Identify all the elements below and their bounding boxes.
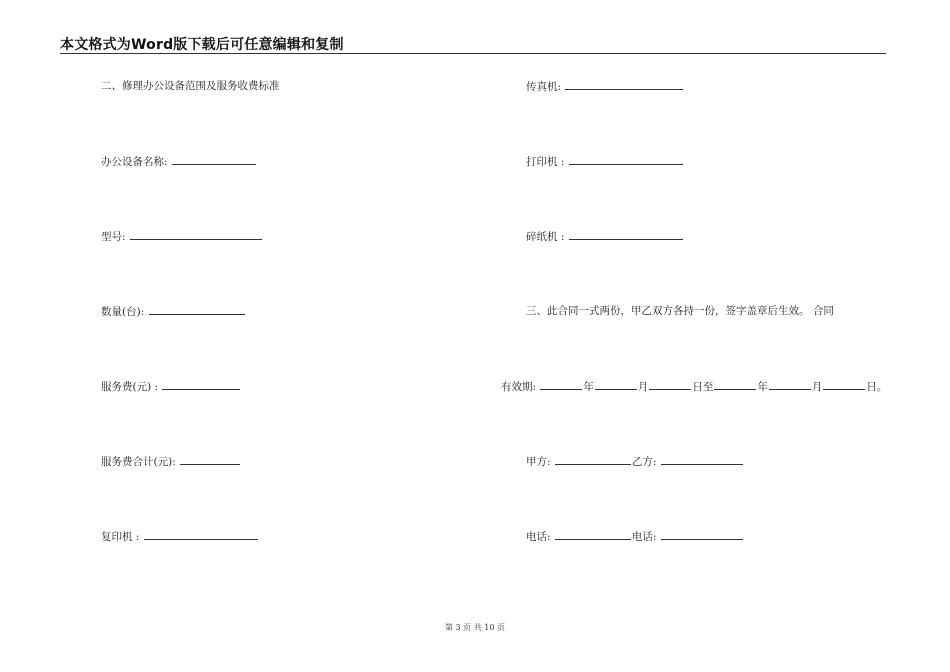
end-month-label: 月 bbox=[811, 381, 823, 393]
quantity-label: 数量(台): bbox=[101, 306, 145, 318]
device-name-blank[interactable] bbox=[172, 154, 256, 165]
copier-row bbox=[101, 529, 259, 544]
service-total-blank[interactable] bbox=[180, 454, 240, 465]
end-year-blank[interactable] bbox=[714, 379, 756, 390]
device-name-label: 办公设备名称: bbox=[101, 156, 168, 168]
document-header-title: 本文格式为Word版下载后可任意编辑和复制 bbox=[60, 37, 344, 53]
service-total-label: 服务费合计(元): bbox=[101, 456, 176, 468]
start-year-label: 年 bbox=[583, 381, 594, 393]
section3-text: 三、此合同一式两份，甲乙双方各持一份，签字盖章后生效。 合同 bbox=[526, 305, 834, 317]
validity-label: 有效期: bbox=[501, 381, 537, 393]
printer-row bbox=[526, 154, 684, 169]
quantity-blank[interactable] bbox=[149, 304, 245, 315]
fax-label: 传真机: bbox=[526, 81, 562, 93]
service-total-row bbox=[101, 454, 241, 469]
party-a-label: 甲方: bbox=[526, 456, 551, 468]
party-a-blank[interactable] bbox=[555, 454, 631, 465]
phone-b-blank[interactable] bbox=[661, 529, 743, 540]
start-day-to-label: 日至 bbox=[692, 381, 714, 393]
end-year-label: 年 bbox=[757, 381, 768, 393]
service-fee-blank[interactable] bbox=[162, 379, 240, 390]
printer-blank[interactable] bbox=[569, 154, 683, 165]
party-b-blank[interactable] bbox=[661, 454, 743, 465]
start-month-label: 月 bbox=[637, 381, 649, 393]
end-month-blank[interactable] bbox=[769, 379, 811, 390]
shredder-row bbox=[526, 229, 684, 244]
start-year-blank[interactable] bbox=[540, 379, 582, 390]
model-blank[interactable] bbox=[130, 229, 262, 240]
page-footer: 第 3 页 共 10 页 bbox=[445, 623, 505, 632]
section2-heading bbox=[101, 79, 280, 93]
start-month-blank[interactable] bbox=[595, 379, 637, 390]
shredder-blank[interactable] bbox=[569, 229, 683, 240]
printer-label: 打印机 : bbox=[526, 156, 565, 168]
start-day-blank[interactable] bbox=[649, 379, 691, 390]
validity-row bbox=[501, 379, 887, 394]
parties-row bbox=[526, 454, 744, 469]
service-fee-label: 服务费(元) : bbox=[101, 381, 159, 393]
copier-blank[interactable] bbox=[144, 529, 258, 540]
phone-a-blank[interactable] bbox=[555, 529, 631, 540]
end-day-blank[interactable] bbox=[823, 379, 865, 390]
device-name-row bbox=[101, 154, 257, 169]
fax-row bbox=[526, 79, 684, 94]
phone-b-label: 电话: bbox=[631, 531, 657, 543]
quantity-row bbox=[101, 304, 246, 319]
end-day-label: 日。 bbox=[866, 381, 888, 393]
service-fee-row bbox=[101, 379, 241, 394]
model-label: 型号: bbox=[101, 231, 126, 243]
shredder-label: 碎纸机 : bbox=[526, 231, 565, 243]
section2-heading-text: 二、修理办公设备范围及服务收费标准 bbox=[101, 80, 280, 92]
section3-row bbox=[526, 304, 834, 318]
copier-label: 复印机 : bbox=[101, 531, 140, 543]
model-row bbox=[101, 229, 263, 244]
fax-blank[interactable] bbox=[565, 79, 683, 90]
phone-a-label: 电话: bbox=[526, 531, 551, 543]
phones-row bbox=[526, 529, 744, 544]
header-divider bbox=[60, 53, 886, 54]
party-b-label: 乙方: bbox=[631, 456, 657, 468]
